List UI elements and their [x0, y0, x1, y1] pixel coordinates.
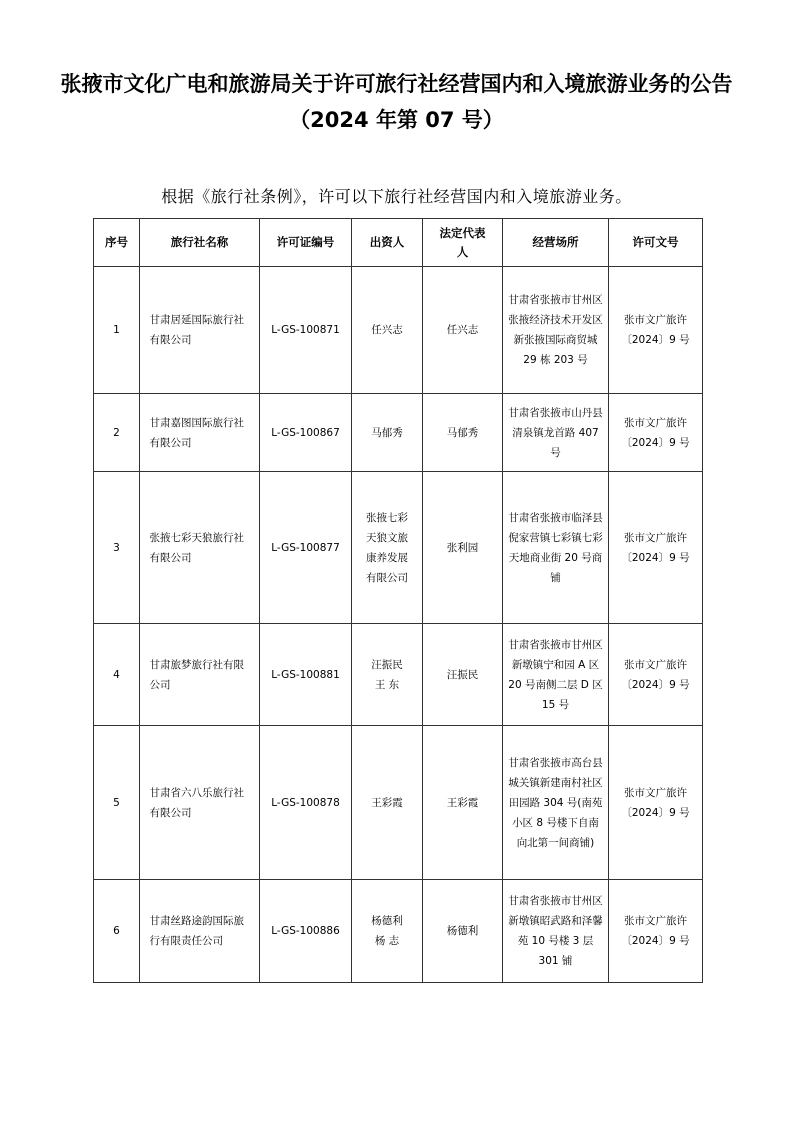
- cell-license: L-GS-100877: [260, 472, 352, 624]
- table-row: [94, 880, 703, 983]
- cell-name: 甘肃省六八乐旅行社有限公司: [140, 726, 260, 880]
- cell-name: 甘肃嘉图国际旅行社有限公司: [140, 394, 260, 472]
- cell-name: 张掖七彩天狼旅行社有限公司: [140, 472, 260, 624]
- cell-rep: 任兴志: [423, 267, 503, 394]
- cell-no: 5: [94, 726, 140, 880]
- cell-permit: 张市文广旅许〔2024〕9 号: [609, 726, 703, 880]
- cell-permit: 张市文广旅许〔2024〕9 号: [609, 472, 703, 624]
- table-row: [94, 726, 703, 880]
- cell-rep: 马郁秀: [423, 394, 503, 472]
- document-number: （2024 年第 07 号）: [289, 108, 504, 132]
- cell-investor: 汪振民 王 东: [352, 624, 423, 726]
- table-row: [94, 267, 703, 394]
- cell-investor: 张掖七彩天狼文旅康养发展有限公司: [352, 472, 423, 624]
- col-header-no: 序号: [94, 219, 140, 267]
- cell-address: 甘肃省张掖市临泽县倪家营镇七彩镇七彩天地商业街 20 号商铺: [503, 472, 609, 624]
- col-header-investor: 出资人: [352, 219, 423, 267]
- cell-no: 4: [94, 624, 140, 726]
- cell-rep: 张利园: [423, 472, 503, 624]
- cell-name: 甘肃旅梦旅行社有限公司: [140, 624, 260, 726]
- cell-permit: 张市文广旅许〔2024〕9 号: [609, 624, 703, 726]
- cell-license: L-GS-100878: [260, 726, 352, 880]
- intro-paragraph: 根据《旅行社条例》，许可以下旅行社经营国内和入境旅游业务。: [161, 187, 632, 206]
- col-header-name: 旅行社名称: [140, 219, 260, 267]
- table-row: [94, 472, 703, 624]
- license-table: [93, 218, 703, 983]
- cell-no: 1: [94, 267, 140, 394]
- cell-license: L-GS-100867: [260, 394, 352, 472]
- col-header-license: 许可证编号: [260, 219, 352, 267]
- cell-name: 甘肃居延国际旅行社有限公司: [140, 267, 260, 394]
- cell-address: 甘肃省张掖市甘州区新墩镇宁和园 A 区 20 号南侧二层 D 区 15 号: [503, 624, 609, 726]
- table-header-row: [94, 219, 703, 267]
- cell-no: 3: [94, 472, 140, 624]
- cell-permit: 张市文广旅许〔2024〕9 号: [609, 394, 703, 472]
- cell-license: L-GS-100871: [260, 267, 352, 394]
- cell-address: 甘肃省张掖市甘州区新墩镇昭武路和泽馨苑 10 号楼 3 层 301 铺: [503, 880, 609, 983]
- cell-license: L-GS-100886: [260, 880, 352, 983]
- cell-permit: 张市文广旅许〔2024〕9 号: [609, 880, 703, 983]
- table-row: [94, 394, 703, 472]
- cell-license: L-GS-100881: [260, 624, 352, 726]
- cell-address: 甘肃省张掖市高台县城关镇新建南村社区田园路 304 号(南苑小区 8 号楼下自南向北第一间商铺): [503, 726, 609, 880]
- col-header-address: 经营场所: [503, 219, 609, 267]
- cell-no: 2: [94, 394, 140, 472]
- cell-investor: 任兴志: [352, 267, 423, 394]
- cell-rep: 汪振民: [423, 624, 503, 726]
- col-header-rep: 法定代表人: [423, 219, 503, 267]
- cell-investor: 马郁秀: [352, 394, 423, 472]
- cell-address: 甘肃省张掖市甘州区张掖经济技术开发区新张掖国际商贸城 29 栋 203 号: [503, 267, 609, 394]
- cell-rep: 王彩霞: [423, 726, 503, 880]
- cell-investor: 王彩霞: [352, 726, 423, 880]
- cell-permit: 张市文广旅许〔2024〕9 号: [609, 267, 703, 394]
- col-header-permit: 许可文号: [609, 219, 703, 267]
- cell-investor: 杨德利 杨 志: [352, 880, 423, 983]
- table-row: [94, 624, 703, 726]
- document-title: 张掖市文化广电和旅游局关于许可旅行社经营国内和入境旅游业务的公告: [60, 72, 733, 96]
- cell-address: 甘肃省张掖市山丹县清泉镇龙首路 407 号: [503, 394, 609, 472]
- cell-rep: 杨德利: [423, 880, 503, 983]
- cell-name: 甘肃丝路途韵国际旅行有限责任公司: [140, 880, 260, 983]
- cell-no: 6: [94, 880, 140, 983]
